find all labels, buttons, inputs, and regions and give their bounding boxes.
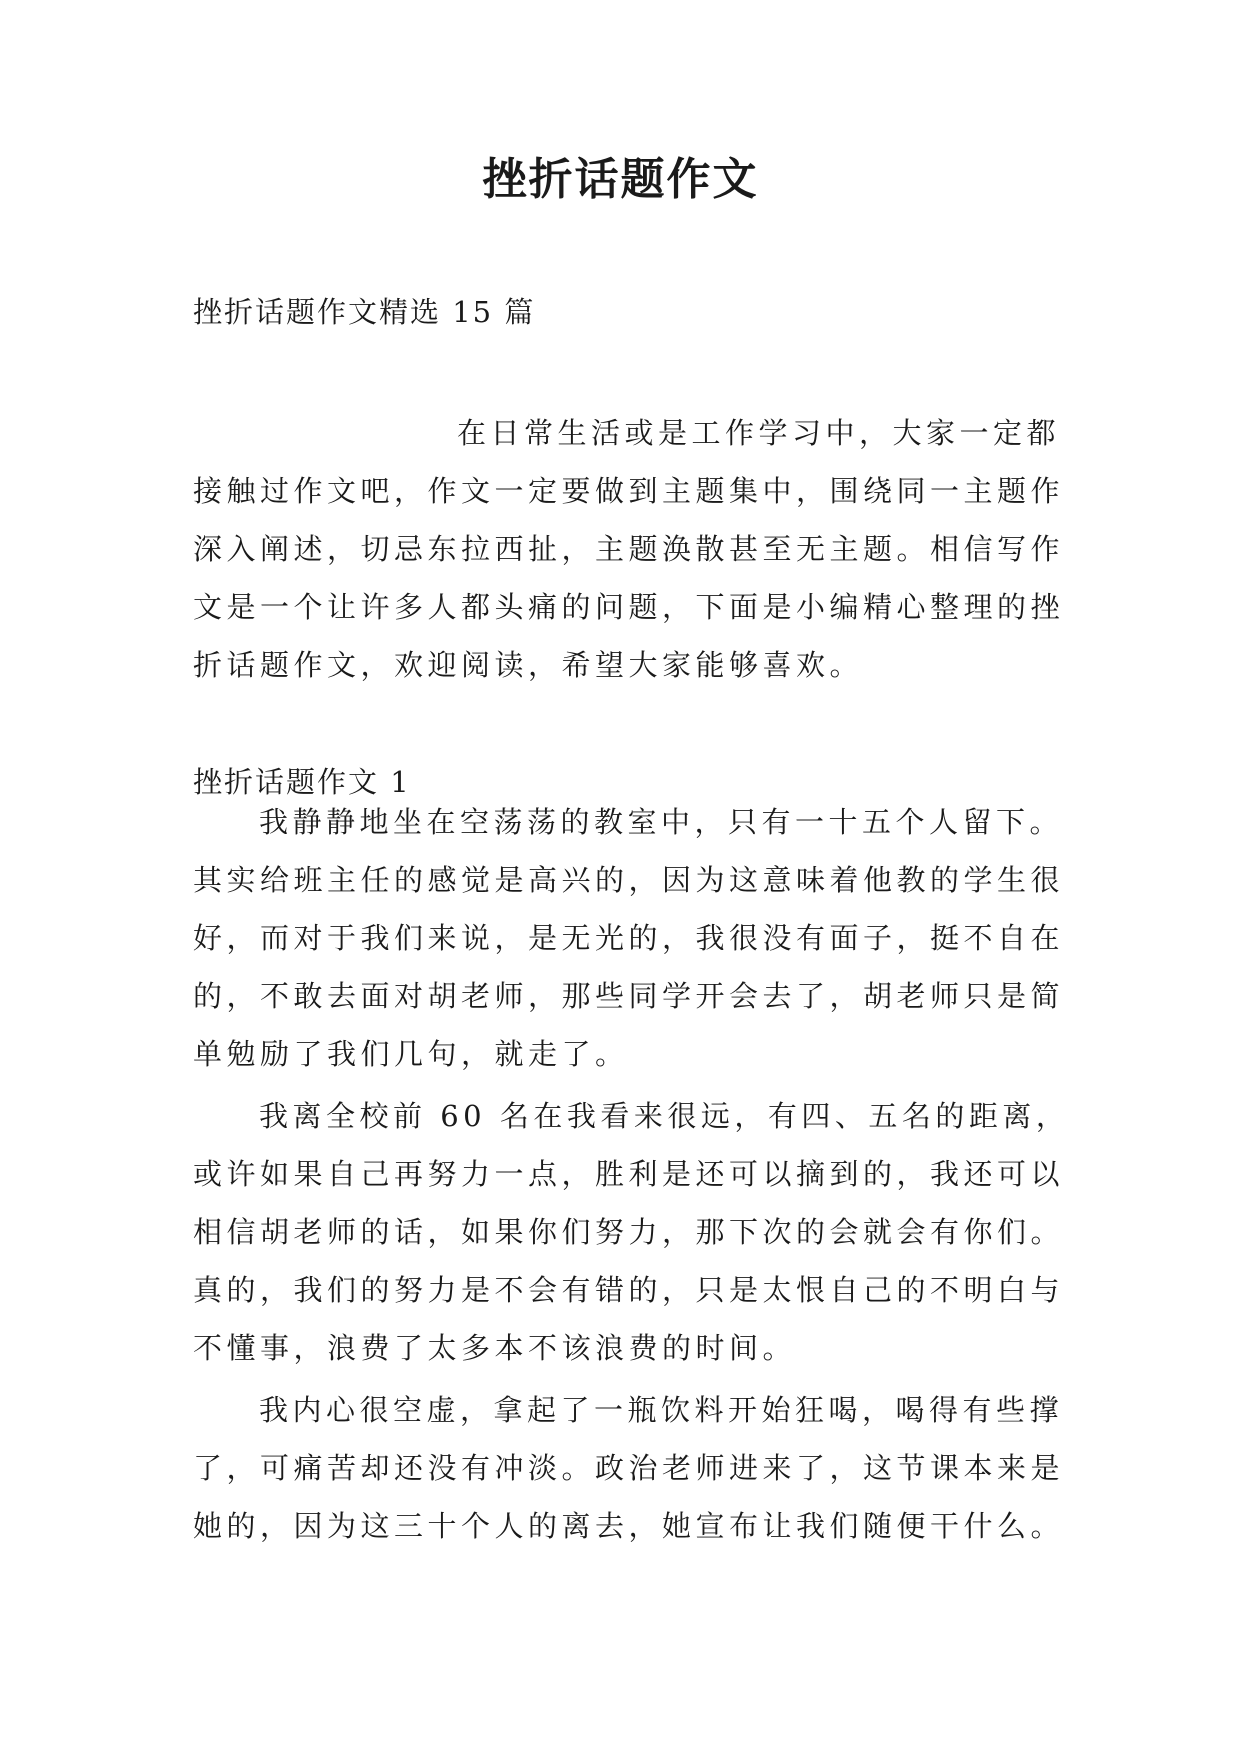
intro-line: 折话题作文，欢迎阅读，希望大家能够喜欢。 (193, 648, 864, 682)
intro-line: 深入阐述，切忌东拉西扯，主题涣散甚至无主题。相信写作 (193, 532, 1065, 566)
intro-line: 在日常生活或是工作学习中，大家一定都 (457, 416, 1061, 450)
paragraph-line: 相信胡老师的话，如果你们努力，那下次的会就会有你们。 (193, 1215, 1065, 1249)
paragraph-line: 其实给班主任的感觉是高兴的，因为这意味着他教的学生很 (193, 863, 1065, 897)
paragraph-line: 我离全校前 60 名在我看来很远，有四、五名的距离， (259, 1099, 1070, 1133)
page-title: 挫折话题作文 (482, 154, 759, 205)
paragraph-line: 或许如果自己再努力一点，胜利是还可以摘到的，我还可以 (193, 1157, 1065, 1191)
essay-paragraph-3 (193, 1381, 1073, 1555)
paragraph-line: 她的，因为这三十个人的离去，她宣布让我们随便干什么。 (193, 1509, 1065, 1543)
paragraph-line: 好，而对于我们来说，是无光的，我很没有面子，挺不自在 (193, 921, 1065, 955)
intro-line: 接触过作文吧，作文一定要做到主题集中，围绕同一主题作 (193, 474, 1065, 508)
paragraph-line: 我内心很空虚，拿起了一瓶饮料开始狂喝，喝得有些撑 (259, 1393, 1064, 1427)
paragraph-line: 单勉励了我们几句，就走了。 (193, 1037, 629, 1071)
paragraph-line: 的，不敢去面对胡老师，那些同学开会去了，胡老师只是简 (193, 979, 1065, 1013)
paragraph-line: 我静静地坐在空荡荡的教室中，只有一十五个人留下。 (259, 805, 1064, 839)
section-heading: 挫折话题作文 1 (193, 765, 411, 799)
paragraph-line: 不懂事，浪费了太多本不该浪费的时间。 (193, 1331, 797, 1365)
paragraph-line: 真的，我们的努力是不会有错的，只是太恨自己的不明白与 (193, 1273, 1065, 1307)
paragraph-line: 了，可痛苦却还没有冲淡。政治老师进来了，这节课本来是 (193, 1451, 1065, 1485)
intro-paragraph (193, 404, 1073, 694)
essay-paragraph-2 (193, 1087, 1073, 1377)
intro-line: 文是一个让许多人都头痛的问题，下面是小编精心整理的挫 (193, 590, 1065, 624)
essay-paragraph-1 (193, 793, 1073, 1083)
document-subtitle: 挫折话题作文精选 15 篇 (193, 295, 536, 329)
